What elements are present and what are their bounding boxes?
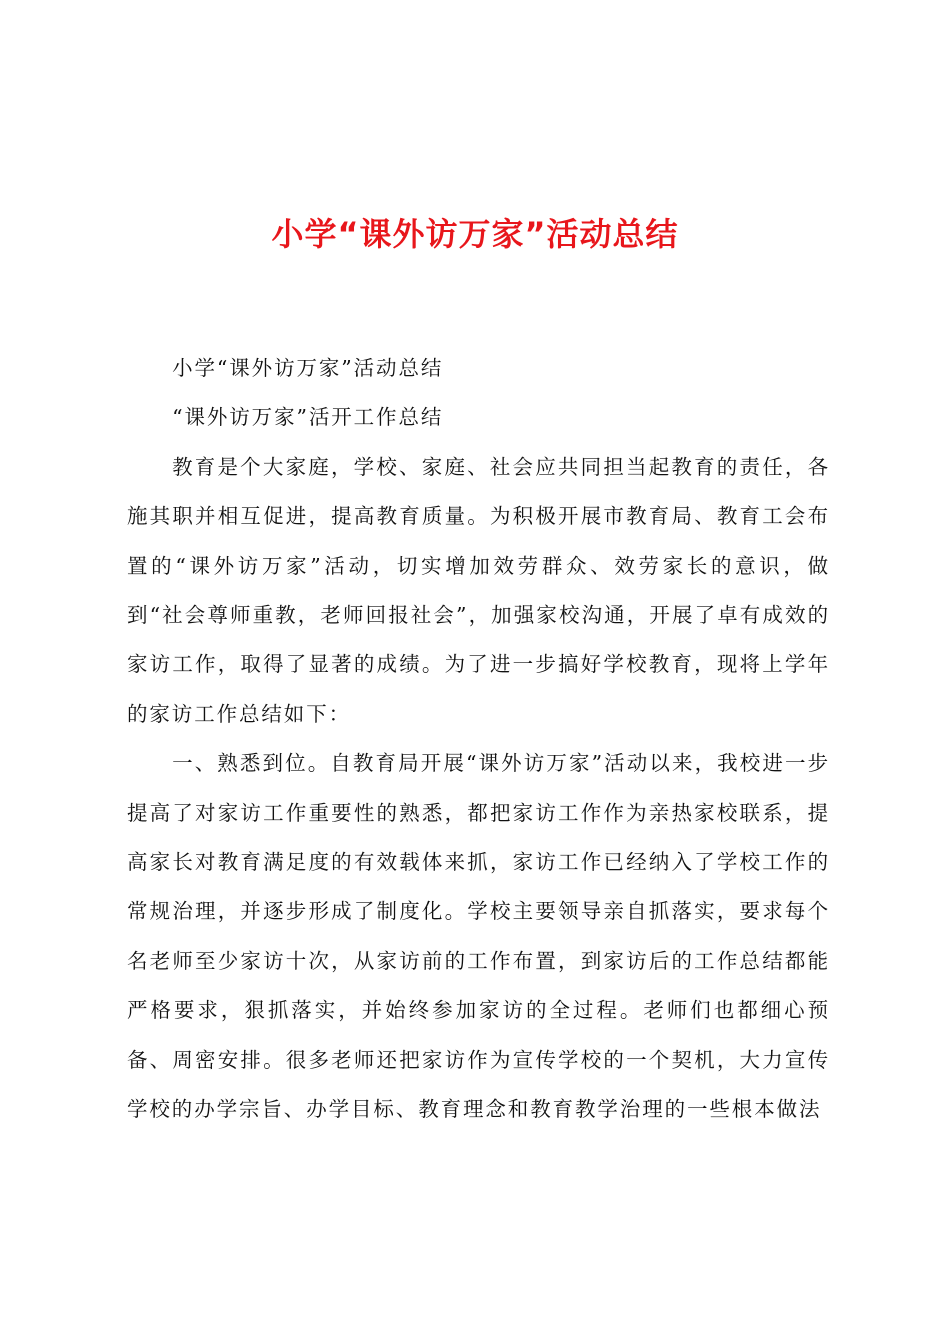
paragraph-section-one: 一、熟悉到位。自教育局开展“课外访万家”活动以来，我校进一步提高了对家访工作重要性的熟悉，都把家访工作作为亲热家校联系，提高家长对教育满足度的有效载体来抓，家访工作已经纳入了学校工作的常规治理，并逐步形成了制度化。学校主要领导亲自抓落实，要求每个名老师至少家访十次，从家访前的工作布置，到家访后的工作总结都能严格要求，狠抓落实，并始终参加家访的全过程。老师们也都细心预备、周密安排。很多老师还把家访作为宣传学校的一个契机，大力宣传学校的办学宗旨、办学目标、教育理念和教育教学治理的一些根本做法 bbox=[127, 751, 830, 1122]
document-title: 小学“课外访万家”活动总结 bbox=[271, 215, 679, 253]
paragraph-intro: 教育是个大家庭，学校、家庭、社会应共同担当起教育的责任，各施其职并相互促进，提高教育质量。为积极开展市教育局、教育工会布置的“课外访万家”活动，切实增加效劳群众、效劳家长的意识，做到“社会尊师重教，老师回报社会”，加强家校沟通，开展了卓有成效的家访工作，取得了显著的成绩。为了进一步搞好学校教育，现将上学年的家访工作总结如下： bbox=[127, 454, 830, 726]
document-body bbox=[127, 344, 830, 1135]
paragraph-subtitle: 小学“课外访万家”活动总结 bbox=[172, 356, 444, 380]
paragraph-heading: “课外访万家”活开工作总结 bbox=[172, 405, 444, 430]
